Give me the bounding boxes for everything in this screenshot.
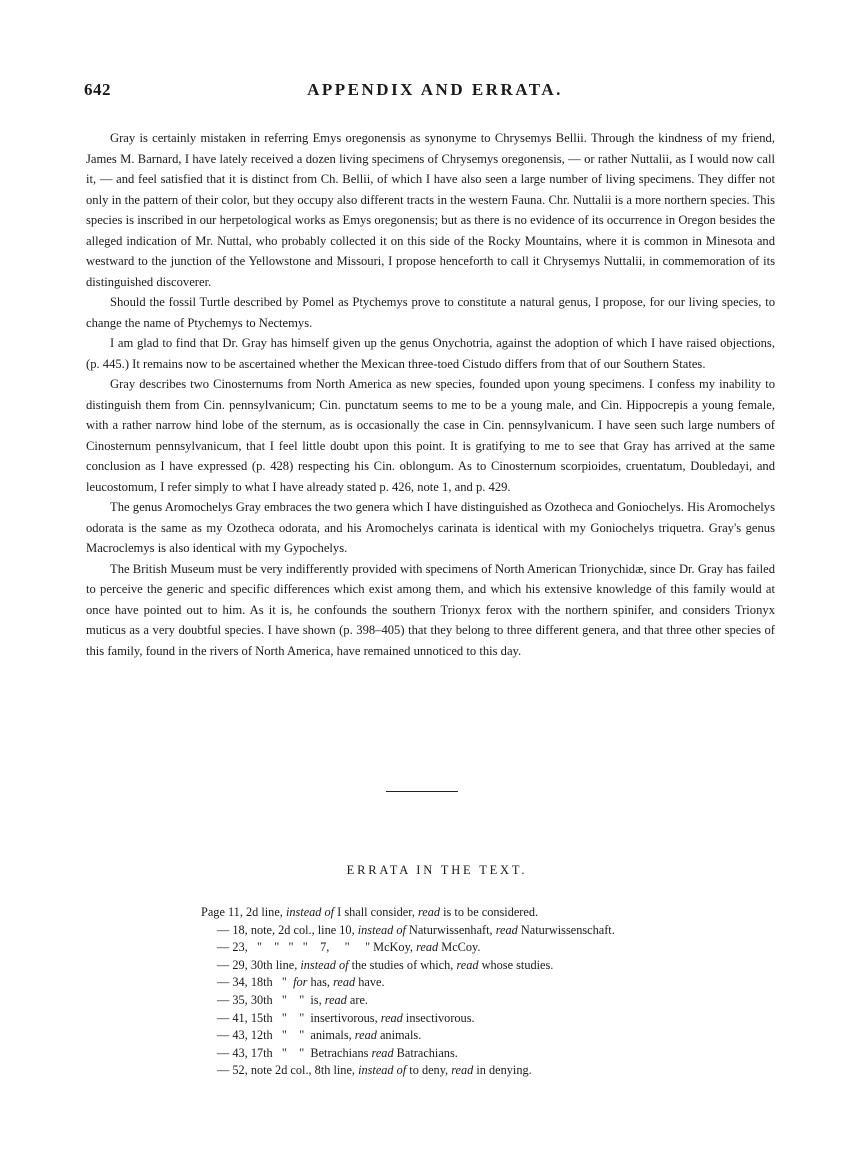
errata-entry: [201, 974, 621, 992]
errata-text: — 34, 18th ": [217, 975, 294, 990]
errata-entry: [201, 904, 621, 922]
errata-text: insectivorous.: [402, 1010, 475, 1025]
errata-italic-text: read: [495, 922, 518, 937]
errata-entry: [201, 992, 621, 1010]
errata-text: — 35, 30th " " is,: [217, 992, 325, 1007]
errata-text: — 23, " " " " 7, " " McKoy,: [217, 940, 417, 955]
errata-text: — 43, 17th " " Betrachians: [217, 1045, 372, 1060]
errata-italic-text: read: [456, 957, 479, 972]
paragraph-ptychemys: Should the fossil Turtle described by Pomel as Ptychemys prove to constitute a natural genus, I propose, for our living species, to change the name of Ptychemys to Nectemys.: [86, 295, 775, 330]
errata-text: — 52, note 2d col., 8th line,: [217, 1063, 359, 1078]
errata-text: are.: [346, 992, 369, 1007]
errata-entry: [201, 957, 621, 975]
errata-text: Page 11, 2d line,: [201, 905, 286, 919]
errata-entry: [201, 1062, 621, 1080]
errata-italic-text: read: [417, 905, 441, 919]
errata-text: in denying.: [473, 1063, 532, 1078]
page-number: 642: [84, 80, 111, 99]
errata-heading: ERRATA IN THE TEXT.: [346, 863, 528, 877]
errata-list: [201, 904, 621, 1080]
errata-text: McCoy.: [438, 940, 481, 955]
errata-italic-text: instead of: [300, 957, 349, 972]
errata-italic-text: for: [293, 975, 308, 990]
errata-text: — 29, 30th line,: [217, 957, 301, 972]
errata-entry: [201, 939, 621, 957]
paragraph-onychotria: I am glad to find that Dr. Gray has himself given up the genus Onychotria, against the adoption of which I have raised objections, (p. 445.) It remains now to be ascertained whether the Mexican three-toed Cistudo differs from that of our Southern States.: [86, 336, 775, 371]
errata-text: to deny,: [406, 1063, 452, 1078]
section-divider: [386, 791, 458, 792]
errata-entry: [201, 1010, 621, 1028]
errata-entry: [201, 1027, 621, 1045]
errata-italic-text: instead of: [357, 922, 406, 937]
paragraph-cinosternum: Gray describes two Cinosternums from North America as new species, founded upon young specimens. I confess my inability to distinguish them from Cin. pennsylvanicum; Cin. punctatum seems to me to be a young male, and Cin. Hippocrepis a young female, with a rather narrow hind lobe of the sternum, as is occasionally the case in Cin. pennsylvanicum. I have seen such large numbers of Cinosternum pennsylvanicum, that I feel little doubt upon this point. It is gratifying to me to see that Gray has arrived at the same conclusion as I have expressed (p. 428) respecting his Cin. oblongum. As to Cinosternum scorpioides, cruentatum, Doubledayi, and leucostomum, I refer simply to what I have already stated p. 426, note 1, and p. 429.: [86, 377, 775, 494]
errata-italic-text: instead of: [358, 1063, 407, 1078]
errata-italic-text: read: [371, 1045, 394, 1060]
paragraph-chrysemys: Gray is certainly mistaken in referring Emys oregonensis as synonyme to Chrysemys Bellii. Through the kindness of my friend, James M. Barnard, I have lately received a dozen living specimens of Chrysemys oregonensis, — or rather Nuttalii, as I would now call it, — and feel satisfied that it is distinct from Ch. Bellii, of which I have also seen a large number of living specimens. They differ not only in the pattern of their color, but they occupy also different tracts in the western Fauna. Chr. Nuttalii is a more northern species. This species is inscribed in our herpetological works as Emys oregonensis; but as there is no evidence of its occurrence in Oregon besides the alleged indication of Mr. Nuttal, who probably collected it on this side of the Rocky Mountains, where it is common in Minesota and westward to the junction of the Yellowstone and Missouri, I propose henceforth to call it Chrysemys Nuttalii, in commemoration of its distinguished discoverer.: [86, 131, 775, 289]
errata-italic-text: read: [354, 1028, 377, 1043]
errata-text: is to be considered.: [440, 905, 539, 919]
errata-text: the studies of which,: [348, 957, 457, 972]
errata-text: Naturwissenschaft.: [517, 922, 615, 937]
paragraph-trionychidae: The British Museum must be very indifferently provided with specimens of North American Trionychidæ, since Dr. Gray has failed to perceive the generic and specific differences which exist among them, and which his extensive knowledge of this family would at once have pointed out to him. As it is, he confounds the southern Trionyx ferox with the northern spinifer, and considers Trionyx muticus as a very doubtful species. I have shown (p. 398–405) that they belong to three different genera, and that three other species of this family, found in the rivers of North America, have remained unnoticed to this day.: [86, 561, 775, 658]
errata-italic-text: instead of: [285, 905, 335, 919]
paragraph-aromochelys: The genus Aromochelys Gray embraces the two genera which I have distinguished as Ozotheca and Goniochelys. His Aromochelys odorata is the same as my Ozotheca odorata, and his Aromochelys carinata is identical with my Goniochelys triquetra. Gray's genus Macroclemys is also identical with my Gypochelys.: [86, 500, 775, 555]
errata-italic-text: read: [416, 940, 439, 955]
errata-italic-text: read: [324, 992, 347, 1007]
errata-text: animals.: [376, 1028, 422, 1043]
errata-text: have.: [355, 975, 385, 990]
errata-italic-text: read: [380, 1010, 403, 1025]
errata-entry: [201, 1045, 621, 1063]
appendix-body: [86, 128, 775, 661]
running-head-title: APPENDIX AND ERRATA.: [307, 80, 563, 99]
errata-italic-text: read: [451, 1063, 474, 1078]
errata-text: — 18, note, 2d col., line 10,: [217, 922, 358, 937]
errata-text: Batrachians.: [393, 1045, 458, 1060]
errata-text: — 41, 15th " " insertivorous,: [217, 1010, 381, 1025]
errata-text: — 43, 12th " " animals,: [217, 1028, 355, 1043]
errata-text: I shall consider,: [334, 905, 418, 919]
errata-text: whose studies.: [478, 957, 554, 972]
errata-text: has,: [307, 975, 334, 990]
errata-text: Naturwissenhaft,: [405, 922, 496, 937]
errata-entry: [201, 922, 621, 940]
errata-italic-text: read: [333, 975, 356, 990]
